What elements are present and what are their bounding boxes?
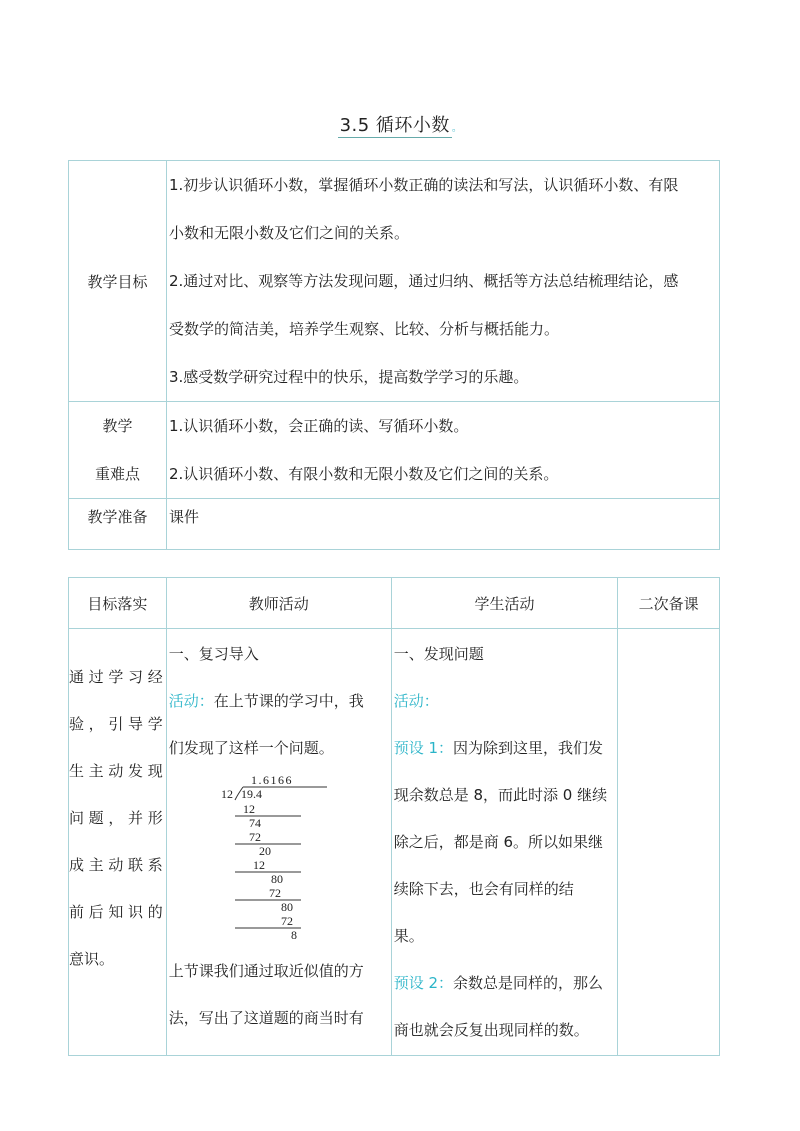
preparation-content: 课件 xyxy=(167,499,720,550)
preset1-text: 因为除到这里，我们发 xyxy=(453,739,604,757)
student-section-title: 一、发现问题 xyxy=(393,645,484,663)
division-step: 8 xyxy=(290,928,297,942)
objectives-row xyxy=(69,161,720,402)
key-point-line: 2.认识循环小数、有限小数和无限小数及它们之间的关系。 xyxy=(169,465,559,483)
title-text: 3.5 循环小数 xyxy=(339,115,450,136)
objective-line: 受数学的简洁美，培养学生观察、比较、分析与概括能力。 xyxy=(169,320,560,338)
division-step: 12 xyxy=(252,858,265,872)
key-points-label xyxy=(69,402,167,499)
objectives-table xyxy=(68,160,720,550)
student-preset2-line: 商也就会反复出现同样的数。 xyxy=(393,1021,589,1039)
goal-line: 成主动联系 xyxy=(69,856,166,874)
preparation-label: 教学准备 xyxy=(69,499,167,550)
objectives-label: 教学目标 xyxy=(69,161,167,402)
goal-cell xyxy=(69,629,167,1056)
division-dividend: 19.4 xyxy=(240,787,262,801)
key-points-row xyxy=(69,402,720,499)
goal-text xyxy=(69,629,166,983)
division-quotient: 1.6166 xyxy=(250,773,293,787)
preset2-label: 预设 2： xyxy=(393,974,453,992)
division-step: 20 xyxy=(258,844,271,858)
goal-line: 意识。 xyxy=(69,950,115,968)
teacher-content xyxy=(167,629,391,1042)
division-step: 74 xyxy=(248,816,261,830)
key-point-line: 1.认识循环小数，会正确的读、写循环小数。 xyxy=(169,417,469,435)
division-step: 72 xyxy=(248,830,261,844)
student-preset1-line: 果。 xyxy=(393,927,424,945)
title-dot: 。 xyxy=(451,123,463,134)
student-preset1-line: 续除下去，也会有同样的结 xyxy=(393,880,574,898)
long-division-figure xyxy=(219,772,329,942)
key-points-content xyxy=(167,402,720,499)
objectives-content xyxy=(167,161,720,402)
student-content xyxy=(392,629,618,1054)
division-step: 80 xyxy=(270,872,283,886)
goal-line: 前后知识的 xyxy=(69,903,166,921)
student-preset1-line: 现余数总是 8，而此时添 0 继续 xyxy=(393,786,608,804)
objective-line: 1.初步认识循环小数，掌握循环小数正确的读法和写法，认识循环小数、有限 xyxy=(169,176,679,194)
division-divisor: 12 xyxy=(220,787,233,801)
objective-line: 2.通过对比、观察等方法发现问题，通过归纳、概括等方法总结梳理结论，感 xyxy=(169,272,679,290)
goal-line: 验，引导学 xyxy=(69,715,166,733)
activity-table xyxy=(68,577,720,1056)
activity-header-row xyxy=(69,578,720,629)
header-goal: 目标落实 xyxy=(69,578,167,629)
division-step: 80 xyxy=(280,900,293,914)
division-step: 12 xyxy=(242,802,255,816)
teacher-activity-label: 活动： xyxy=(168,692,214,710)
header-student: 学生活动 xyxy=(391,578,618,629)
division-step: 72 xyxy=(280,914,293,928)
header-notes: 二次备课 xyxy=(618,578,720,629)
goal-line: 问题，并形 xyxy=(69,809,166,827)
notes-cell xyxy=(618,629,720,1056)
student-preset1-line: 除之后，都是商 6。所以如果继 xyxy=(393,833,604,851)
key-points-label-2: 重难点 xyxy=(94,465,140,483)
teacher-cell xyxy=(166,629,391,1056)
student-preset2-line xyxy=(394,960,618,1007)
page-title xyxy=(0,111,800,137)
preset2-text: 余数总是同样的，那么 xyxy=(453,974,604,992)
student-preset1-line xyxy=(394,725,618,772)
teacher-activity-text: 在上节课的学习中，我 xyxy=(213,692,364,710)
teacher-activity-line xyxy=(169,678,391,725)
preset1-label: 预设 1： xyxy=(393,739,453,757)
objective-line: 小数和无限小数及它们之间的关系。 xyxy=(169,224,410,242)
goal-line: 通过学习经 xyxy=(69,668,166,686)
teacher-activity-line: 们发现了这样一个问题。 xyxy=(168,739,334,757)
division-step: 72 xyxy=(268,886,281,900)
teacher-after-line: 法，写出了这道题的商当时有 xyxy=(168,1009,364,1027)
preparation-row xyxy=(69,499,720,550)
teacher-after-line: 上节课我们通过取近似值的方 xyxy=(168,962,364,980)
goal-line: 生主动发现 xyxy=(69,762,166,780)
header-teacher: 教师活动 xyxy=(166,578,391,629)
key-points-label-1: 教学 xyxy=(102,417,133,435)
student-activity-label: 活动： xyxy=(393,692,439,710)
objective-line: 3.感受数学研究过程中的快乐，提高数学学习的乐趣。 xyxy=(169,368,529,386)
teacher-section-title: 一、复习导入 xyxy=(168,645,259,663)
student-cell xyxy=(391,629,618,1056)
activity-body-row xyxy=(69,629,720,1056)
